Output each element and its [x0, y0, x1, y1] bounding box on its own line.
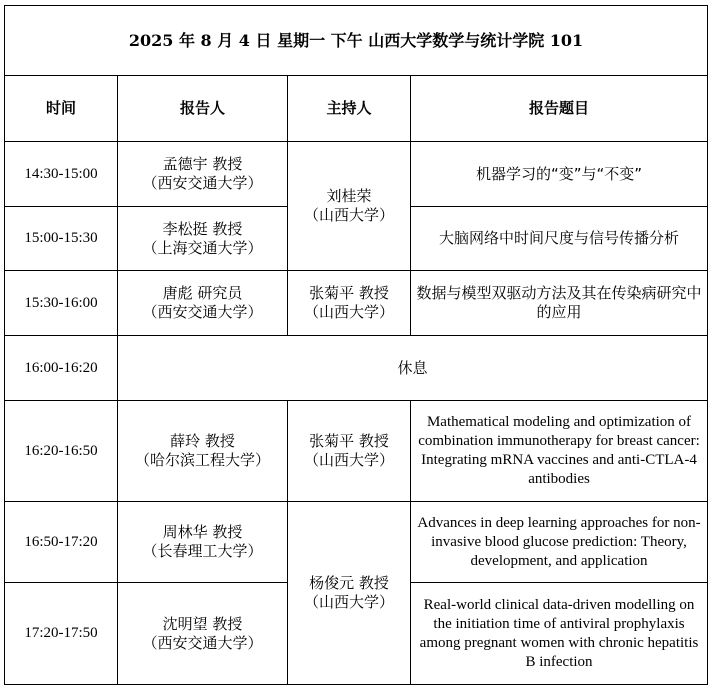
speaker-org: （西安交通大学）	[142, 633, 263, 652]
speaker-cell	[118, 271, 288, 336]
schedule-title: 2025 年 8 月 4 日 星期一 下午 山西大学数学与统计学院 101	[5, 6, 708, 76]
table-row	[5, 271, 708, 336]
host-org: （山西大学）	[303, 451, 394, 469]
time-cell: 16:00-16:20	[5, 336, 118, 401]
host-cell	[288, 271, 411, 336]
host-name: 杨俊元 教授	[309, 574, 389, 592]
speaker-cell	[118, 207, 288, 271]
host-name: 张菊平 教授	[309, 284, 389, 302]
host-cell	[288, 142, 411, 271]
host-name: 刘桂荣	[326, 187, 372, 205]
speaker-org: （上海交通大学）	[142, 238, 263, 257]
time-cell: 14:30-15:00	[5, 142, 118, 207]
topic-cell: 机器学习的“变”与“不变”	[411, 142, 708, 207]
speaker-name: 周林华 教授	[162, 523, 243, 541]
header-speaker: 报告人	[118, 76, 288, 142]
header-time: 时间	[5, 76, 118, 142]
topic-cell: 大脑网络中时间尺度与信号传播分析	[411, 207, 708, 271]
time-cell: 15:30-16:00	[5, 271, 118, 336]
host-cell	[288, 502, 411, 685]
speaker-org: （西安交通大学）	[142, 303, 263, 321]
table-row	[5, 401, 708, 502]
speaker-cell	[118, 583, 288, 685]
speaker-org: （长春理工大学）	[142, 542, 263, 560]
break-row	[5, 336, 708, 401]
time-cell: 16:50-17:20	[5, 502, 118, 583]
speaker-name: 沈明望 教授	[162, 614, 243, 633]
speaker-cell	[118, 502, 288, 583]
speaker-org: （哈尔滨工程大学）	[134, 451, 270, 469]
host-org: （山西大学）	[303, 303, 394, 321]
speaker-name: 唐彪 研究员	[162, 284, 243, 302]
time-cell: 16:20-16:50	[5, 401, 118, 502]
speaker-org: （西安交通大学）	[142, 174, 263, 192]
header-row	[5, 76, 708, 142]
break-cell: 休息	[118, 336, 708, 401]
time-cell: 15:00-15:30	[5, 207, 118, 271]
speaker-name: 李松挺 教授	[162, 219, 243, 238]
topic-cell: Mathematical modeling and optimization of combination immunotherapy for breast cancer: Integrating mRNA vaccines and anti-CTLA-4 antibodies	[411, 401, 708, 502]
speaker-name: 孟德宇 教授	[162, 155, 243, 173]
topic-cell: 数据与模型双驱动方法及其在传染病研究中的应用	[411, 271, 708, 336]
host-name: 张菊平 教授	[309, 432, 389, 450]
time-cell: 17:20-17:50	[5, 583, 118, 685]
host-cell	[288, 401, 411, 502]
host-org: （山西大学）	[303, 206, 394, 224]
speaker-cell	[118, 401, 288, 502]
header-host: 主持人	[288, 76, 411, 142]
topic-cell: Advances in deep learning approaches for non-invasive blood glucose prediction: Theory, development, and application	[411, 502, 708, 583]
title-row	[5, 6, 708, 76]
speaker-cell	[118, 142, 288, 207]
topic-cell: Real-world clinical data-driven modelling on the initiation time of antiviral prophylaxis among pregnant women with chronic hepatitis B infection	[411, 583, 708, 685]
schedule-table	[4, 5, 708, 685]
table-row	[5, 502, 708, 583]
header-topic: 报告题目	[411, 76, 708, 142]
host-org: （山西大学）	[303, 593, 394, 611]
speaker-name: 薛玲 教授	[170, 432, 235, 450]
table-row	[5, 142, 708, 207]
